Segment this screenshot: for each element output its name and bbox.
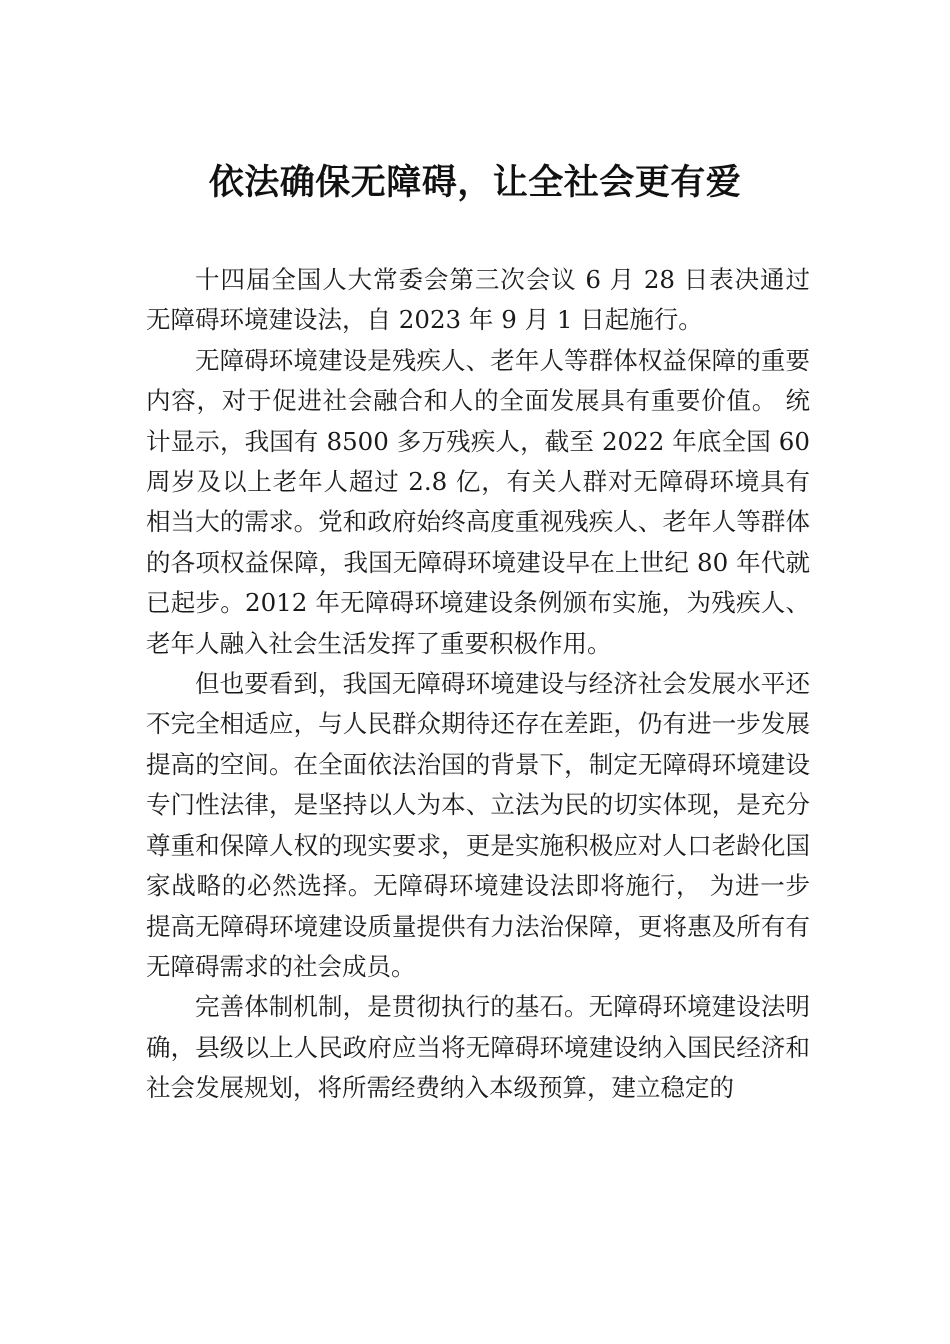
paragraph-4: 完善体制机制，是贯彻执行的基石。无障碍环境建设法明确，县级以上人民政府应当将无障碍环境建设纳入国民经济和社会发展规划，将所需经费纳入本级预算，建立稳定的 [146, 992, 810, 1103]
paragraph-2: 无障碍环境建设是残疾人、老年人等群体权益保障的重要内容，对于促进社会融合和人的全面发展具有重要价值。 统计显示，我国有 8500 多万残疾人，截至 2022 年底全国 60 周岁及以上老年人超过 2.8 亿，有关人群对无障碍环境具有相当大的需求。党和政府始终高度重视残疾人、老年人等群体的各项权益保障，我国无障碍环境建设早在上世纪 80 年代就已起步。2012 年无障碍环境建设条例颁布实施，为残疾人、老年人融入社会生活发挥了重要积极作用。 [146, 345, 810, 658]
document-title: 依法确保无障碍，让全社会更有爱 [208, 162, 742, 203]
document-body [146, 260, 810, 1109]
paragraph-3: 但也要看到，我国无障碍环境建设与经济社会发展水平还不完全相适应，与人民群众期待还存在差距，仍有进一步发展提高的空间。在全面依法治国的背景下，制定无障碍环境建设专门性法律，是坚持以人为本、立法为民的切实体现，是充分尊重和保障人权的现实要求，更是实施积极应对人口老龄化国家战略的必然选择。无障碍环境建设法即将施行， 为进一步提高无障碍环境建设质量提供有力法治保障，更将惠及所有有无障碍需求的社会成员。 [146, 669, 810, 981]
paragraph-1: 十四届全国人大常委会第三次会议 6 月 28 日表决通过无障碍环境建设法，自 2023 年 9 月 1 日起施行。 [146, 265, 810, 335]
